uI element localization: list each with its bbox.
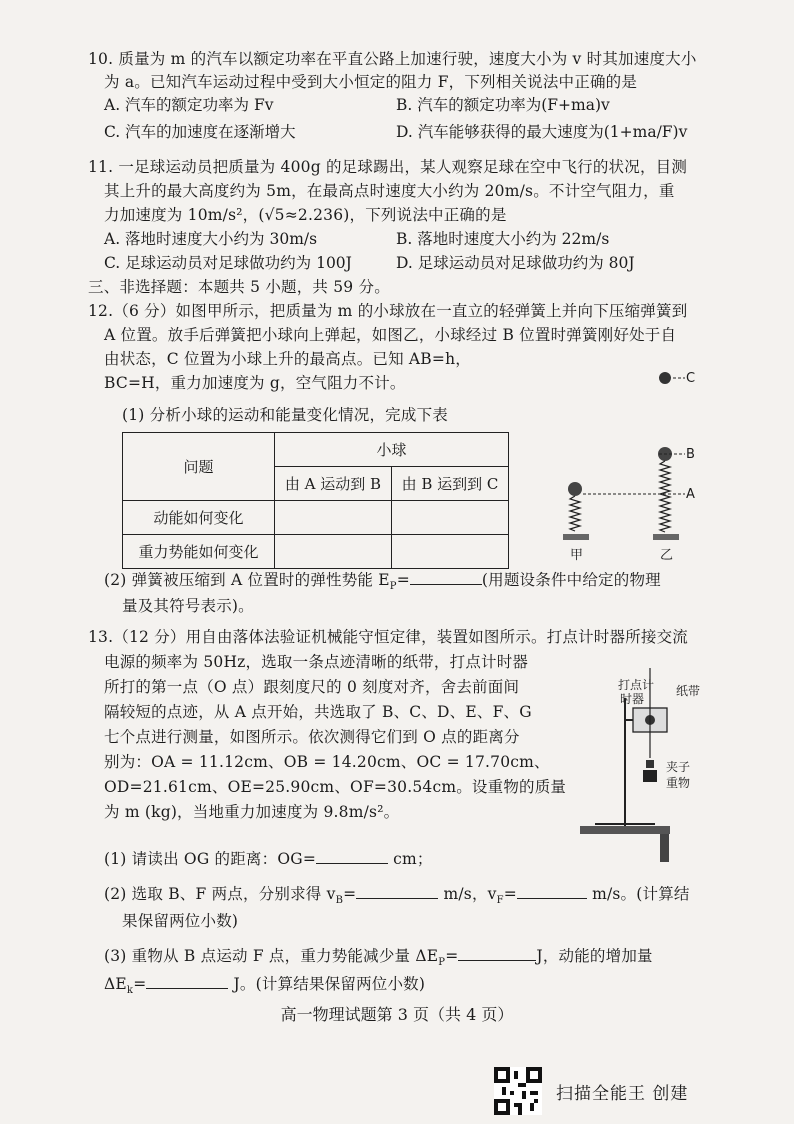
weight-icon bbox=[643, 770, 657, 782]
scanner-watermark: 扫描全能王 创建 bbox=[556, 1084, 689, 1104]
ball-c-icon bbox=[659, 372, 671, 384]
q11-line3: 力加速度为 10m/s²，(√5≈2.236)，下列说法中正确的是 bbox=[104, 206, 507, 224]
answer-blank-vb[interactable] bbox=[356, 884, 438, 899]
label-jia: 甲 bbox=[570, 548, 584, 563]
answer-blank-vf[interactable] bbox=[517, 884, 587, 899]
table-icon bbox=[580, 826, 670, 834]
q12-sub1: (1) 分析小球的运动和能量变化情况，完成下表 bbox=[122, 406, 448, 424]
q13-line4: 隔较短的点迹，从 A 点开始，共选取了 B、C、D、E、F、G bbox=[104, 703, 532, 721]
q13-line7: OD=21.61cm、OE=25.90cm、OF=30.54cm。设重物的质量 bbox=[104, 778, 567, 796]
q11-option-b: B. 落地时速度大小约为 22m/s bbox=[396, 230, 610, 248]
q13-line1: 13.（12 分）用自由落体法验证机械能守恒定律，装置如图所示。打点计时器所接交流 bbox=[88, 628, 689, 646]
spring-figure bbox=[555, 368, 715, 560]
label-c: C bbox=[686, 371, 696, 386]
label-timer2: 时器 bbox=[620, 692, 645, 706]
table-row-kinetic: 动能如何变化 bbox=[123, 501, 275, 535]
table-header-ball: 小球 bbox=[275, 433, 509, 467]
label-b: B bbox=[686, 447, 695, 462]
spring-yi-icon bbox=[660, 461, 670, 532]
table-cell-blank[interactable] bbox=[392, 501, 509, 535]
q12-sub2: (2) 弹簧被压缩到 A 位置时的弹性势能 $E_P=$ (用题设条件中给定的物理 bbox=[104, 571, 661, 593]
label-tape: 纸带 bbox=[676, 684, 701, 698]
table-row-potential: 重力势能如何变化 bbox=[123, 535, 275, 569]
q11-line2: 其上升的最大高度约为 5m，在最高点时速度大小约为 20m/s。不计空气阻力，重 bbox=[104, 182, 675, 200]
ball-jia-icon bbox=[568, 482, 582, 496]
q11-option-c: C. 足球运动员对足球做功约为 100J bbox=[104, 254, 352, 272]
q13-line5: 七个点进行测量，如图所示。依次测得它们到 O 点的距离分 bbox=[104, 728, 520, 746]
base-jia-icon bbox=[563, 534, 589, 540]
label-clip: 夹子 bbox=[666, 760, 691, 774]
page-footer: 高一物理试题第 3 页（共 4 页） bbox=[280, 1005, 514, 1024]
q11-option-d: D. 足球运动员对足球做功约为 80J bbox=[396, 254, 635, 272]
table-header-problem: 问题 bbox=[123, 433, 275, 501]
label-timer: 打点计 bbox=[618, 678, 655, 692]
q12-line1: 12.（6 分）如图甲所示，把质量为 m 的小球放在一直立的轻弹簧上并向下压缩弹簧到 bbox=[88, 302, 688, 320]
q11-option-a: A. 落地时速度大小约为 30m/s bbox=[104, 230, 318, 248]
q13-line2: 电源的频率为 50Hz，选取一条点迹清晰的纸带，打点计时器 bbox=[104, 653, 529, 671]
q13-line6: 别为：OA = 11.12cm、OB = 14.20cm、OC = 17.70cm、 bbox=[104, 753, 550, 771]
q10-option-b: B. 汽车的额定功率为(F+ma)v bbox=[396, 96, 610, 114]
section-heading: 三、非选择题：本题共 5 小题，共 59 分。 bbox=[88, 278, 390, 296]
q12-line2: A 位置。放手后弹簧把小球向上弹起，如图乙，小球经过 B 位置时弹簧刚好处于自 bbox=[104, 326, 677, 344]
q10-line2: 为 a。已知汽车运动过程中受到大小恒定的阻力 F，下列相关说法中正确的是 bbox=[104, 73, 638, 91]
q13-sub3: (3) 重物从 B 点运动 F 点，重力势能减少量 $\Delta E_P= J$，动能的增加量 bbox=[104, 947, 653, 969]
q13-sub2-line2: 果保留两位小数) bbox=[122, 912, 239, 930]
q12-table bbox=[122, 432, 509, 569]
q12-line4: BC=H，重力加速度为 g，空气阻力不计。 bbox=[104, 374, 406, 392]
q10-option-d: D. 汽车能够获得的最大速度为(1+ma/F)v bbox=[396, 123, 688, 141]
table-cell-blank[interactable] bbox=[275, 501, 392, 535]
clip-icon bbox=[646, 760, 654, 768]
answer-blank-delta-ek[interactable] bbox=[146, 974, 228, 989]
q13-line8: 为 m (kg)，当地重力加速度为 9.8m/s²。 bbox=[104, 803, 400, 821]
base-yi-icon bbox=[653, 534, 679, 540]
answer-blank-delta-ep[interactable] bbox=[458, 946, 536, 961]
q10-line1: 10. 质量为 m 的汽车以额定功率在平直公路上加速行驶，速度大小为 v 时其加速度大小 bbox=[88, 50, 697, 68]
q12-line3: 由状态，C 位置为小球上升的最高点。已知 AB=h， bbox=[104, 350, 471, 368]
table-cell-blank[interactable] bbox=[392, 535, 509, 569]
label-yi: 乙 bbox=[660, 548, 674, 563]
q13-sub3-line2: $\Delta E_k= J$。(计算结果保留两位小数) bbox=[104, 975, 426, 997]
q13-line3: 所打的第一点（O 点）跟刻度尺的 0 刻度对齐，舍去前面间 bbox=[104, 678, 520, 696]
q12-sub2-line2: 量及其符号表示)。 bbox=[122, 597, 254, 615]
q10-option-a: A. 汽车的额定功率为 Fv bbox=[104, 96, 274, 114]
spring-jia-icon bbox=[570, 496, 580, 531]
label-a: A bbox=[686, 487, 695, 502]
q13-sub1: (1) 请读出 OG 的距离：OG= cm； bbox=[104, 850, 433, 868]
qr-code-icon bbox=[494, 1067, 542, 1115]
answer-blank-og[interactable] bbox=[316, 849, 388, 864]
answer-blank-elastic-energy[interactable] bbox=[410, 570, 482, 585]
q11-line1: 11. 一足球运动员把质量为 400g 的足球踢出，某人观察足球在空中飞行的状况，目测 bbox=[88, 158, 688, 176]
label-weight: 重物 bbox=[666, 776, 691, 790]
table-col-bc: 由 B 运到到 C bbox=[392, 467, 509, 501]
q10-option-c: C. 汽车的加速度在逐渐增大 bbox=[104, 123, 296, 141]
q13-sub2: (2) 选取 B、F 两点，分别求得 $v_B= m/s$，$v_F= m/s$。(计算结 bbox=[104, 885, 690, 907]
table-col-ab: 由 A 运动到 B bbox=[275, 467, 392, 501]
table-cell-blank[interactable] bbox=[275, 535, 392, 569]
